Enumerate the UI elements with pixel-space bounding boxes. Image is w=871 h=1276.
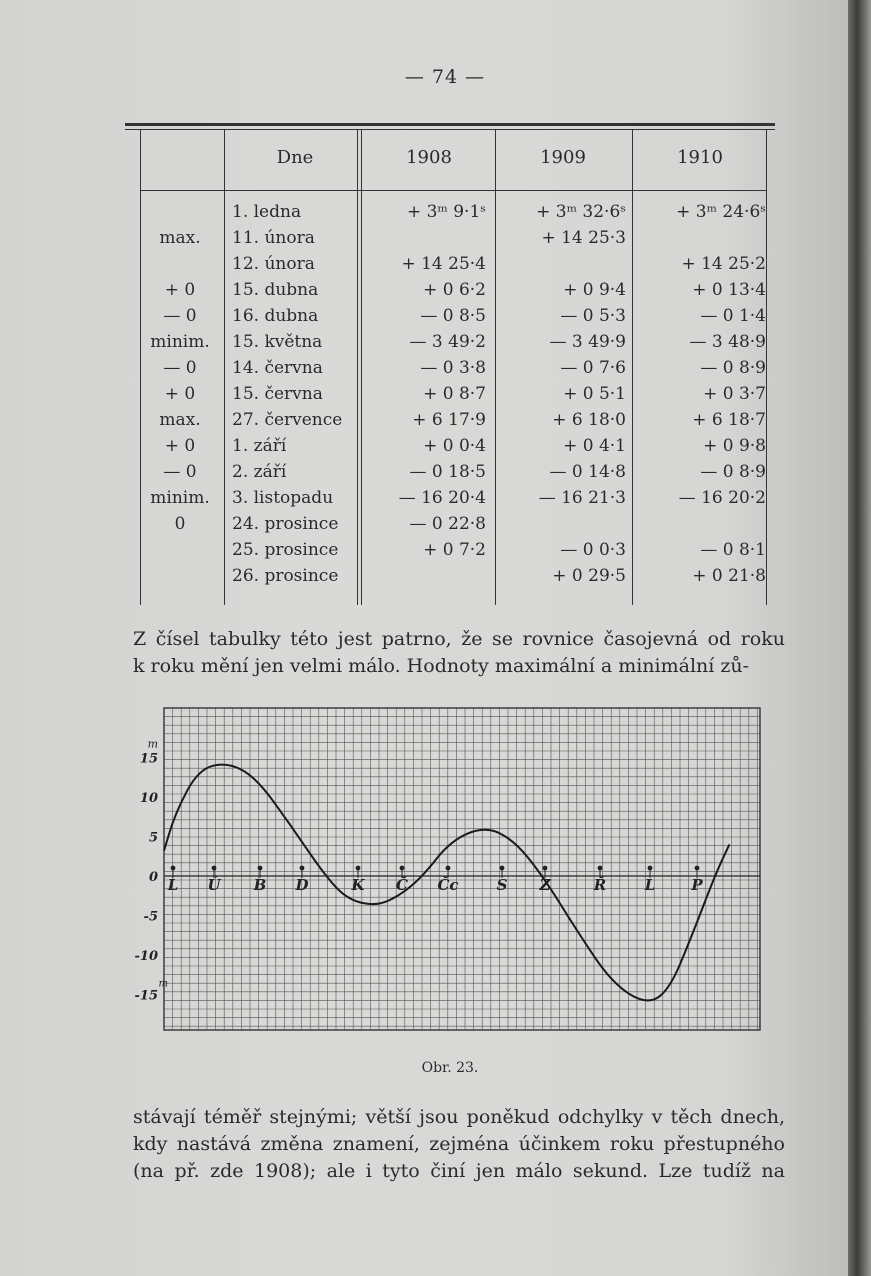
row-type: + 0 [164,280,196,300]
table-vline [224,130,225,605]
value-1909: — 0 5·3 [560,306,626,326]
value-1910: — 0 8·9 [700,358,766,378]
row-date: 25. prosince [232,540,339,560]
value-1909: — 0 0·3 [560,540,626,560]
row-type: minim. [150,332,210,352]
value-1908: — 16 20·4 [398,488,486,508]
month-label: L [644,876,656,894]
value-1908: + 14 25·4 [401,254,486,274]
row-type: — 0 [163,462,197,482]
text-line: Z čísel tabulky této jest patrno, že se rovnice časojevná od roku [133,628,785,650]
value-1908: — 0 18·5 [409,462,486,482]
graph-svg [134,700,770,1040]
value-1910: — 16 20·2 [678,488,766,508]
y-tick-label: 10 [139,791,158,806]
row-date: 15. června [232,384,323,404]
row-date: 16. dubna [232,306,319,326]
paragraph-lower [133,1104,785,1185]
value-1908: — 0 8·5 [420,306,486,326]
table-top-rule [125,123,775,126]
value-1909: + 0 29·5 [552,566,626,586]
header-1908: 1908 [406,147,452,168]
table-vline [361,130,362,605]
table-vline [632,130,633,605]
row-type: max. [159,228,201,248]
value-1908: + 3ᵐ 9·1ˢ [406,202,486,222]
row-date: 27. července [232,410,343,430]
value-1909: — 0 14·8 [549,462,626,482]
row-type: max. [159,410,201,430]
row-date: 26. prosince [232,566,339,586]
figure-caption: Obr. 23. [421,1060,479,1076]
month-label: B [253,876,267,894]
y-unit-label-bottom: m [158,978,168,990]
value-1908: + 0 0·4 [423,436,486,456]
value-1909: — 3 49·9 [549,332,626,352]
value-1910: — 0 8·9 [700,462,766,482]
value-1910: + 14 25·2 [681,254,766,274]
row-date: 3. listopadu [232,488,334,508]
text-line: stávají téměř stejnými; větší jsou poněkud odchylky v těch dnech, [133,1106,785,1128]
value-1908: + 0 7·2 [423,540,486,560]
value-1909: + 3ᵐ 32·6ˢ [536,202,626,222]
value-1910: + 0 13·4 [692,280,766,300]
row-type: + 0 [164,384,196,404]
header-day: Dne [276,147,314,168]
value-1909: + 0 9·4 [563,280,626,300]
row-date: 12. února [232,254,315,274]
row-date: 2. září [232,462,287,482]
row-type: — 0 [163,358,197,378]
value-1908: — 3 49·2 [409,332,486,352]
value-1909: + 0 4·1 [563,436,626,456]
value-1909: + 6 18·0 [552,410,626,430]
value-1908: — 0 3·8 [420,358,486,378]
row-type: minim. [150,488,210,508]
value-1910: + 6 18·7 [692,410,766,430]
y-unit-label: m [147,737,158,751]
month-label: Čc [437,876,459,894]
text-line: k roku mění jen velmi málo. Hodnoty maximální a minimální zů- [133,655,750,677]
value-1908: + 6 17·9 [412,410,486,430]
month-label: Ú [207,876,221,894]
month-label: P [691,876,703,894]
month-label: D [295,876,309,894]
value-1910: — 3 48·9 [689,332,766,352]
y-tick-label: -5 [143,909,158,925]
table-vline [495,130,496,605]
table-top-rule-thin [125,129,775,130]
row-type: — 0 [163,306,197,326]
row-date: 14. června [232,358,323,378]
month-label: Z [539,876,551,894]
book-spine [848,0,871,1276]
month-label: K [351,876,365,894]
value-1910: + 0 9·8 [703,436,766,456]
table-vline [766,130,767,605]
header-1910: 1910 [677,147,723,168]
value-1909: + 14 25·3 [541,228,626,248]
value-1908: — 0 22·8 [409,514,486,534]
y-tick-label: 0 [148,870,158,885]
value-1910: — 0 1·4 [700,306,766,326]
row-type: + 0 [164,436,196,456]
page-number: — 74 — [404,66,486,88]
row-type: 0 [174,514,186,534]
y-tick-label: 15 [139,751,158,767]
value-1908: + 0 6·2 [423,280,486,300]
row-date: 11. února [232,228,315,248]
value-1908: + 0 8·7 [423,384,486,404]
value-1910: + 0 3·7 [703,384,766,404]
paragraph-upper [133,626,785,680]
row-date: 15. května [232,332,323,352]
value-1910: + 3ᵐ 24·6ˢ [676,202,766,222]
text-line: kdy nastává změna znamení, zejména účinkem roku přestupného [133,1133,785,1155]
month-label: S [496,876,508,894]
header-divider [140,190,766,191]
value-1909: — 0 7·6 [560,358,626,378]
row-date: 1. ledna [232,202,302,222]
row-date: 24. prosince [232,514,339,534]
y-tick-label: -10 [134,949,158,964]
value-1910: + 0 21·8 [692,566,766,586]
row-date: 1. září [232,436,287,456]
value-1909: + 0 5·1 [563,384,626,404]
header-1909: 1909 [540,147,586,168]
month-label: Ř [593,876,607,894]
month-label: Č [396,876,408,894]
y-tick-label: 5 [148,830,158,846]
row-date: 15. dubna [232,280,319,300]
month-label: L [167,876,179,894]
y-tick-label: -15 [134,988,158,1004]
equation-of-time-graph [134,700,770,1040]
text-line: (na př. zde 1908); ale i tyto činí jen málo sekund. Lze tudíž na [133,1160,785,1182]
value-1910: — 0 8·1 [700,540,766,560]
value-1909: — 16 21·3 [538,488,626,508]
